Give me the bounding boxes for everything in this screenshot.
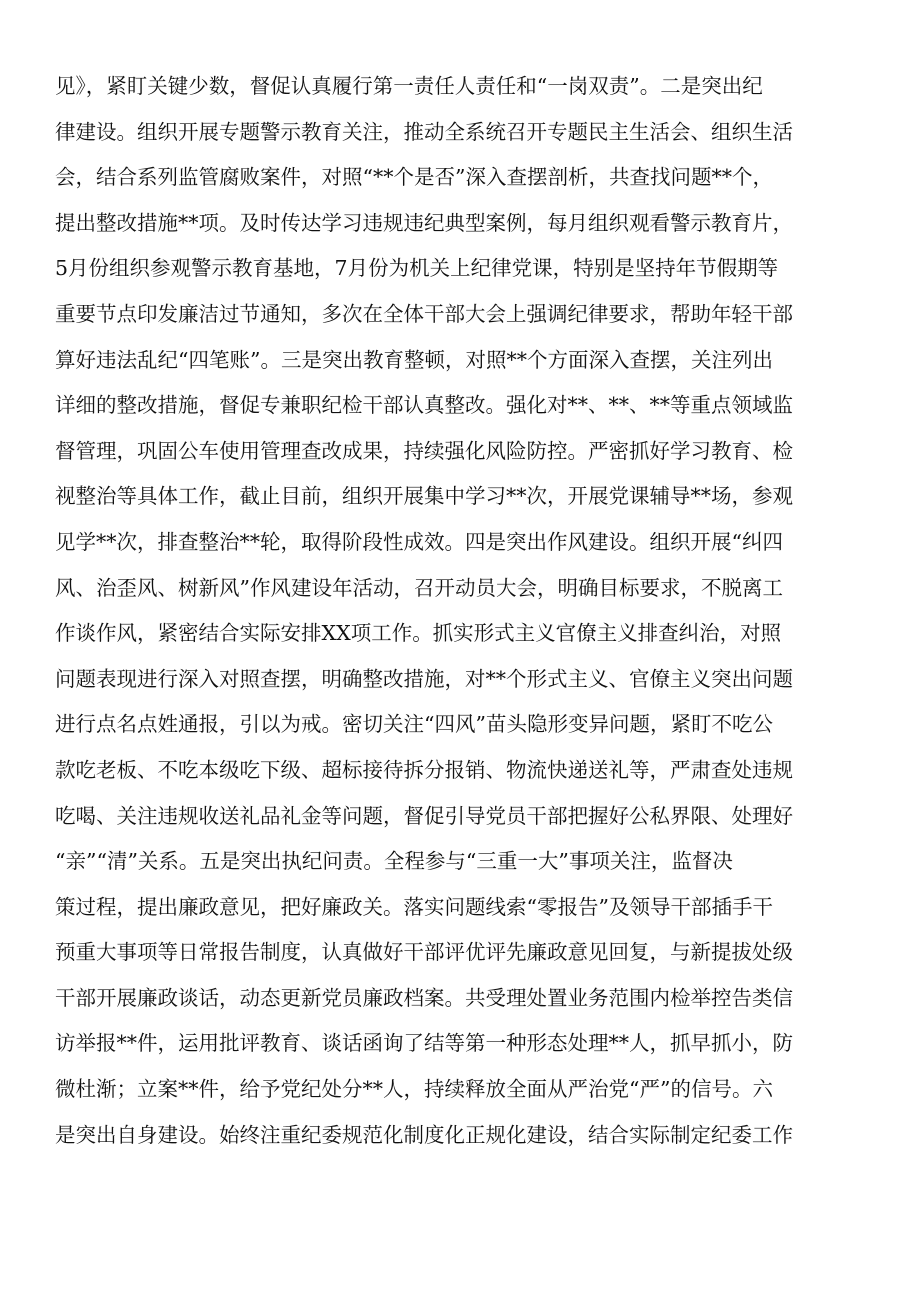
text-line-13: 作谈作风，紧密结合实际安排XX项工作。抓实形式主义官僚主义排查纠治，对照: [55, 621, 782, 646]
text-line-11: 见学**次，排查整治**轮，取得阶段性成效。四是突出作风建设。组织开展“纠四: [55, 529, 783, 554]
text-line-18: “亲”“清”关系。五是突出执纪问责。全程参与“三重一大”事项关注，监督决: [55, 849, 733, 874]
text-line-12: 风、治歪风、树新风”作风建设年活动，召开动员大会，明确目标要求，不脱离工: [55, 575, 783, 600]
text-line-15: 进行点名点姓通报，引以为戒。密切关注“四风”苗头隐形变异问题，紧盯不吃公: [55, 712, 773, 737]
text-line-22: 访举报**件，运用批评教育、谈话函询了结等第一种形态处理**人，抓早抓小，防: [55, 1031, 793, 1056]
text-line-19: 策过程，提出廉政意见，把好廉政关。落实问题线索“零报告”及领导干部插手干: [55, 894, 773, 919]
text-line-3: 会，结合系列监管腐败案件，对照“**个是否”深入查摆剖析，共查找问题**个，: [55, 165, 773, 190]
text-line-23: 微杜渐；立案**件，给予党纪处分**人，持续释放全面从严治党“严”的信号。六: [55, 1077, 773, 1102]
text-line-5: 5月份组织参观警示教育基地，7月份为机关上纪律党课，特别是坚持年节假期等: [55, 256, 779, 281]
text-line-8: 详细的整改措施，督促专兼职纪检干部认真整改。强化对**、**、**等重点领域监: [55, 393, 793, 418]
text-line-4: 提出整改措施**项。及时传达学习违规违纪典型案例，每月组织观看警示教育片，: [55, 210, 793, 235]
text-line-21: 干部开展廉政谈话，动态更新党员廉政档案。共受理处置业务范围内检举控告类信: [55, 985, 793, 1010]
text-line-6: 重要节点印发廉洁过节通知，多次在全体干部大会上强调纪律要求，帮助年轻干部: [55, 301, 793, 326]
text-line-1: 见》，紧盯关键少数，督促认真履行第一责任人责任和“一岗双责”。二是突出纪: [55, 74, 763, 98]
text-line-24: 是突出自身建设。始终注重纪委规范化制度化正规化建设，结合实际制定纪委工作: [55, 1122, 793, 1147]
text-line-2: 律建设。组织开展专题警示教育关注，推动全系统召开专题民主生活会、组织生活: [55, 119, 793, 144]
text-line-7: 算好违法乱纪“四笔账”。三是突出教育整顿，对照**个方面深入查摆，关注列出: [55, 347, 773, 372]
text-line-10: 视整治等具体工作，截止目前，组织开展集中学习**次，开展党课辅导**场，参观: [55, 484, 793, 509]
text-line-14: 问题表现进行深入对照查摆，明确整改措施，对**个形式主义、官僚主义突出问题: [55, 666, 793, 691]
text-line-9: 督管理，巩固公车使用管理查改成果，持续强化风险防控。严密抓好学习教育、检: [55, 438, 793, 463]
text-line-20: 预重大事项等日常报告制度，认真做好干部评优评先廉政意见回复，与新提拔处级: [55, 940, 793, 965]
body-paragraph: [55, 64, 875, 1158]
text-line-17: 吃喝、关注违规收送礼品礼金等问题，督促引导党员干部把握好公私界限、处理好: [55, 803, 793, 828]
text-line-16: 款吃老板、不吃本级吃下级、超标接待拆分报销、物流快递送礼等，严肃查处违规: [55, 757, 793, 782]
